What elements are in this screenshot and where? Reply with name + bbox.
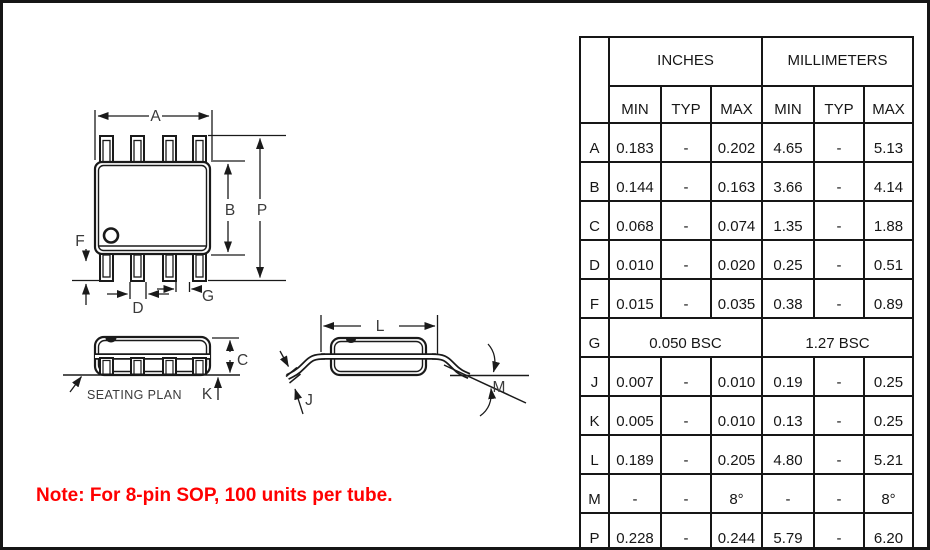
value-cell: - [609,474,661,513]
dim-label-f: F [75,233,85,250]
value-cell: 0.19 [762,357,814,396]
col-header: MIN [609,86,661,123]
top-view [72,108,286,317]
tube-quantity-note: Note: For 8-pin SOP, 100 units per tube. [36,485,393,506]
value-cell: 0.205 [711,435,762,474]
dim-label-d: D [132,300,144,317]
table-row [580,357,913,396]
bsc-mm-cell: 1.27 BSC [762,318,913,357]
value-cell: - [661,357,711,396]
value-cell: - [814,279,864,318]
value-cell: - [762,474,814,513]
dim-cell: F [580,279,609,318]
value-cell: 0.163 [711,162,762,201]
value-cell: 0.007 [609,357,661,396]
value-cell: 8° [711,474,762,513]
dim-cell: G [580,318,609,357]
value-cell: - [814,357,864,396]
dim-cell: A [580,123,609,162]
table-row-bsc [580,318,913,357]
col-header: TYP [661,86,711,123]
value-cell: 0.015 [609,279,661,318]
value-cell: - [661,201,711,240]
table-row [580,396,913,435]
value-cell: 0.13 [762,396,814,435]
value-cell: 0.020 [711,240,762,279]
millimeters-header: MILLIMETERS [762,37,913,86]
value-cell: 6.20 [864,513,913,550]
value-cell: 0.25 [864,396,913,435]
table-row [580,435,913,474]
table-row [580,474,913,513]
value-cell: 0.183 [609,123,661,162]
value-cell: 0.228 [609,513,661,550]
value-cell: 0.25 [762,240,814,279]
col-header: TYP [814,86,864,123]
value-cell: 1.88 [864,201,913,240]
value-cell: - [661,435,711,474]
value-cell: - [814,201,864,240]
bsc-inches-cell: 0.050 BSC [609,318,762,357]
dim-cell: B [580,162,609,201]
value-cell: - [661,474,711,513]
value-cell: 0.202 [711,123,762,162]
col-header: MIN [762,86,814,123]
dim-label-g: G [201,288,215,305]
value-cell: 0.074 [711,201,762,240]
value-cell: - [814,123,864,162]
value-cell: 4.14 [864,162,913,201]
value-cell: - [814,474,864,513]
dim-label-l: L [375,318,385,335]
corner-cell [580,37,609,123]
table-row [580,279,913,318]
dim-cell: L [580,435,609,474]
dimension-table [579,36,914,550]
table-row [580,513,913,550]
value-cell: - [814,435,864,474]
inches-header: INCHES [609,37,762,86]
value-cell: 5.79 [762,513,814,550]
value-cell: 0.89 [864,279,913,318]
col-header: MAX [864,86,913,123]
value-cell: 1.35 [762,201,814,240]
dim-cell: C [580,201,609,240]
dim-label-a: A [150,108,161,125]
dim-label-j: J [305,392,313,409]
value-cell: - [814,396,864,435]
value-cell: 0.068 [609,201,661,240]
dim-label-p: P [256,202,268,219]
value-cell: - [661,240,711,279]
value-cell: 0.010 [711,357,762,396]
value-cell: - [814,240,864,279]
value-cell: 5.13 [864,123,913,162]
table-row [580,123,913,162]
value-cell: 0.25 [864,357,913,396]
side-view [63,337,248,403]
end-view [280,315,529,416]
value-cell: - [661,123,711,162]
value-cell: - [661,162,711,201]
dim-label-m: M [492,379,506,396]
value-cell: 0.035 [711,279,762,318]
value-cell: - [661,513,711,550]
dim-cell: M [580,474,609,513]
value-cell: - [814,513,864,550]
value-cell: - [661,279,711,318]
table-row [580,240,913,279]
dim-label-c: C [237,352,249,369]
dim-label-b: B [224,202,236,219]
unit-header-row [580,37,913,86]
value-cell: 0.51 [864,240,913,279]
dim-cell: D [580,240,609,279]
dim-cell: K [580,396,609,435]
value-cell: - [661,396,711,435]
value-cell: 0.189 [609,435,661,474]
value-cell: 4.80 [762,435,814,474]
package-drawings [3,3,563,550]
col-header: MAX [711,86,762,123]
dim-label-k: K [201,386,213,403]
value-cell: 0.244 [711,513,762,550]
value-cell: 0.144 [609,162,661,201]
value-cell: 3.66 [762,162,814,201]
value-cell: 0.010 [711,396,762,435]
value-cell: 0.010 [609,240,661,279]
value-cell: 0.005 [609,396,661,435]
table-row [580,162,913,201]
col-header-row [580,86,913,123]
table-row [580,201,913,240]
value-cell: 0.38 [762,279,814,318]
value-cell: 5.21 [864,435,913,474]
value-cell: 4.65 [762,123,814,162]
seating-plane-label: SEATING PLAN [87,388,182,402]
dim-cell: J [580,357,609,396]
dim-cell: P [580,513,609,550]
value-cell: - [814,162,864,201]
value-cell: 8° [864,474,913,513]
